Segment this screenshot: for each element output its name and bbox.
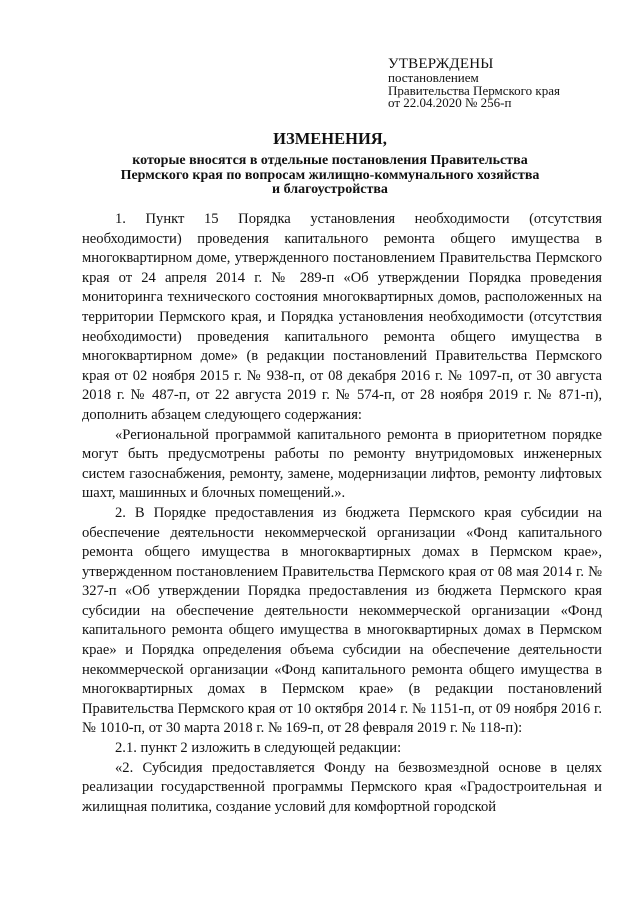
- document-subtitle-line: Пермского края по вопросам жилищно-коммунального хозяйства: [120, 167, 540, 183]
- document-heading: [70, 130, 590, 198]
- document-body: [82, 210, 602, 817]
- document-title: ИЗМЕНЕНИЯ,: [273, 129, 387, 148]
- paragraph-quote-1: «Региональной программой капитального ремонта в приоритетном порядке могут быть предусмотрены работы по ремонту внутридомовых инженерных систем газоснабжения, ремонту, замене, модернизации лифтов, ремонту лифтовых шахт, машинных и блочных помещений.».: [82, 426, 602, 502]
- approval-date-number: от 22.04.2020 № 256-п: [388, 95, 512, 110]
- paragraph-item-1: 1. Пункт 15 Порядка установления необходимости (отсутствия необходимости) проведения капитального ремонта общего имущества в многоквартирном доме, утвержденного постановлением Правительства Пермского края от 24 апреля 2014 г. № 289-п «Об утверждении Порядка проведения мониторинга технического состояния многоквартирных домов, расположенных на территории Пермского края, и Порядка установления необходимости (отсутствия необходимости) проведения капитального ремонта общего имущества в многоквартирном доме» (в редакции постановлений Правительства Пермского края от 02 ноября 2015 г. № 938-п, от 08 декабря 2016 г. № 1097-п, от 30 августа 2018 г. № 487-п, от 22 августа 2019 г. № 574-п, от 28 ноября 2019 г. № 871-п), дополнить абзацем следующего содержания:: [82, 211, 602, 423]
- approval-title: УТВЕРЖДЕНЫ: [388, 56, 494, 72]
- approval-line: Правительства Пермского края: [388, 82, 560, 98]
- paragraph-item-2: 2. В Порядке предоставления из бюджета Пермского края субсидии на обеспечение деятельности некоммерческой организации «Фонд капитального ремонта общего имущества в многоквартирных домах в Пермском крае», утвержденном постановлением Правительства Пермского края от 08 мая 2014 г. № 327-п «Об утверждении Порядка предоставления из бюджета Пермского края субсидии на обеспечение деятельности некоммерческой организации «Фонд капитального ремонта общего имущества в многоквартирных домах в Пермском крае» и Порядка определения объема субсидии на обеспечение деятельности некоммерческой организации «Фонд капитального ремонта общего имущества в многоквартирных домах в Пермском крае» (в редакции постановлений Правительства Пермского края от 10 октября 2014 г. № 1151-п, от 09 ноября 2016 г. № 1010-п, от 30 марта 2018 г. № 169-п, от 28 февраля 2019 г. № 118-п):: [82, 504, 602, 737]
- document-subtitle-line: и благоустройства: [272, 182, 388, 197]
- document-subtitle-line: которые вносятся в отдельные постановления Правительства: [132, 153, 528, 168]
- paragraph-subitem-2-1: 2.1. пункт 2 изложить в следующей редакции:: [115, 740, 402, 757]
- approval-line: постановлением: [388, 70, 479, 85]
- paragraph-quote-2: «2. Субсидия предоставляется Фонду на безвозмездной основе в целях реализации государственной программы Пермского края «Градостроительная и жилищная политика, создание условий для комфортной городской: [82, 759, 602, 815]
- approval-stamp: [388, 57, 628, 110]
